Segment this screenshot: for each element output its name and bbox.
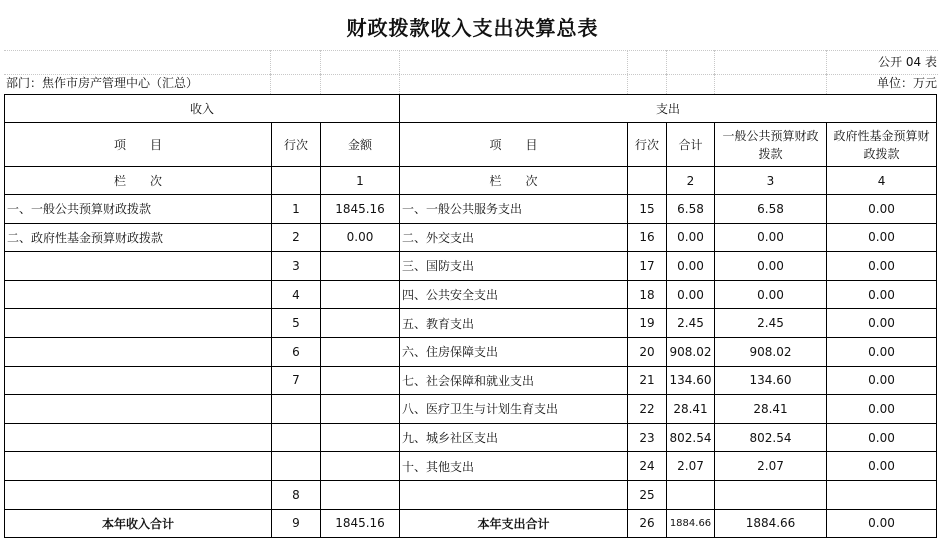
total-value: 908.02: [667, 337, 715, 366]
income-row-no: [272, 423, 321, 452]
expense-row-no: 17: [628, 252, 667, 281]
table-row: [5, 366, 937, 395]
income-amount: [321, 395, 400, 424]
gov-fund-value: 0.00: [827, 280, 937, 309]
income-row-no: [272, 452, 321, 481]
income-amount: [321, 452, 400, 481]
expense-item: 八、医疗卫生与计划生育支出: [400, 395, 628, 424]
expense-header: 支出: [400, 95, 937, 123]
total-value: 134.60: [667, 366, 715, 395]
expense-item: 四、公共安全支出: [400, 280, 628, 309]
expense-row-no: 23: [628, 423, 667, 452]
table-row: [5, 480, 937, 509]
gov-fund-value: 0.00: [827, 423, 937, 452]
general-budget-value: 0.00: [715, 223, 827, 252]
table-row: [5, 395, 937, 424]
empty-cell: [272, 167, 321, 195]
income-item-header: 项 目: [5, 123, 272, 167]
income-total-amount: 1845.16: [321, 509, 400, 538]
table-row: [5, 309, 937, 338]
income-total-label: 本年收入合计: [5, 509, 272, 538]
income-row-no: 5: [272, 309, 321, 338]
expense-item: 三、国防支出: [400, 252, 628, 281]
expense-row-no: 21: [628, 366, 667, 395]
gov-fund-value: 0.00: [827, 366, 937, 395]
income-amount: [321, 366, 400, 395]
expense-row-no: 18: [628, 280, 667, 309]
general-budget-value: [715, 480, 827, 509]
income-amount: [321, 480, 400, 509]
col-index-2: 2: [667, 167, 715, 195]
expense-item: 九、城乡社区支出: [400, 423, 628, 452]
income-item: [5, 395, 272, 424]
total-value: 0.00: [667, 252, 715, 281]
expense-row-no: 15: [628, 195, 667, 224]
gov-fund-value: [827, 480, 937, 509]
table-row: [5, 423, 937, 452]
income-amount: 0.00: [321, 223, 400, 252]
income-amount: [321, 252, 400, 281]
expense-row-no: 20: [628, 337, 667, 366]
income-item: 二、政府性基金预算财政拨款: [5, 223, 272, 252]
income-item: [5, 280, 272, 309]
total-value: [667, 480, 715, 509]
income-row-no: [272, 395, 321, 424]
income-row-no: 8: [272, 480, 321, 509]
table-row: [5, 195, 937, 224]
income-row-no: 1: [272, 195, 321, 224]
general-budget-header: 一般公共预算财政拨款: [715, 123, 827, 167]
income-row-no-header: 行次: [272, 123, 321, 167]
expense-total-row-no: 26: [628, 509, 667, 538]
income-item: [5, 480, 272, 509]
general-budget-value: 6.58: [715, 195, 827, 224]
expense-total-value: 1884.66: [667, 509, 715, 538]
gov-fund-value: 0.00: [827, 309, 937, 338]
income-item: [5, 423, 272, 452]
empty-cell: [628, 167, 667, 195]
expense-item: 五、教育支出: [400, 309, 628, 338]
income-item: [5, 452, 272, 481]
general-budget-value: 2.45: [715, 309, 827, 338]
income-row-no: 6: [272, 337, 321, 366]
income-amount: [321, 309, 400, 338]
expense-item: 七、社会保障和就业支出: [400, 366, 628, 395]
gov-fund-value: 0.00: [827, 223, 937, 252]
income-item: [5, 337, 272, 366]
header-grid-row: [4, 50, 938, 74]
gov-fund-value: 0.00: [827, 452, 937, 481]
expense-row-no: 16: [628, 223, 667, 252]
expense-total-fund: 0.00: [827, 509, 937, 538]
income-row-no: 3: [272, 252, 321, 281]
table-row: [5, 452, 937, 481]
table-row: [5, 223, 937, 252]
report-title: 财政拨款收入支出决算总表: [346, 16, 599, 40]
expense-lan-ci: 栏 次: [400, 167, 628, 195]
expense-item: 十、其他支出: [400, 452, 628, 481]
general-budget-value: 802.54: [715, 423, 827, 452]
expense-item: 一、一般公共服务支出: [400, 195, 628, 224]
income-row-no: 7: [272, 366, 321, 395]
income-lan-ci: 栏 次: [5, 167, 272, 195]
income-amount: [321, 423, 400, 452]
expense-item-header: 项 目: [400, 123, 628, 167]
col-index-4: 4: [827, 167, 937, 195]
expense-item: 六、住房保障支出: [400, 337, 628, 366]
total-value: 6.58: [667, 195, 715, 224]
col-index-3: 3: [715, 167, 827, 195]
expense-row-no: 22: [628, 395, 667, 424]
general-budget-value: 134.60: [715, 366, 827, 395]
income-row-no: 4: [272, 280, 321, 309]
general-budget-value: 0.00: [715, 252, 827, 281]
expense-row-no-header: 行次: [628, 123, 667, 167]
expense-total-general: 1884.66: [715, 509, 827, 538]
expense-total-label: 本年支出合计: [400, 509, 628, 538]
total-header: 合计: [667, 123, 715, 167]
gov-fund-header: 政府性基金预算财政拨款: [827, 123, 937, 167]
table-row: [5, 337, 937, 366]
income-amount: 1845.16: [321, 195, 400, 224]
general-budget-value: 908.02: [715, 337, 827, 366]
gov-fund-value: 0.00: [827, 395, 937, 424]
total-value: 0.00: [667, 223, 715, 252]
gov-fund-value: 0.00: [827, 252, 937, 281]
column-header-row: [5, 123, 937, 167]
income-total-row-no: 9: [272, 509, 321, 538]
expense-row-no: 24: [628, 452, 667, 481]
income-amount: [321, 280, 400, 309]
income-row-no: 2: [272, 223, 321, 252]
gov-fund-value: 0.00: [827, 195, 937, 224]
totals-row: [5, 509, 937, 538]
income-item: 一、一般公共预算财政拨款: [5, 195, 272, 224]
expense-item: [400, 480, 628, 509]
section-header-row: [5, 95, 937, 123]
expense-row-no: 25: [628, 480, 667, 509]
department-label: 部门：焦作市房产管理中心（汇总）: [6, 76, 199, 90]
general-budget-value: 2.07: [715, 452, 827, 481]
expense-row-no: 19: [628, 309, 667, 338]
income-header: 收入: [5, 95, 400, 123]
budget-table: [4, 94, 937, 538]
table-row: [5, 252, 937, 281]
unit-label: 单位：万元: [876, 76, 937, 90]
expense-item: 二、外交支出: [400, 223, 628, 252]
total-value: 802.54: [667, 423, 715, 452]
gov-fund-value: 0.00: [827, 337, 937, 366]
income-amount-header: 金额: [321, 123, 400, 167]
income-item: [5, 309, 272, 338]
column-index-row: [5, 167, 937, 195]
form-number: 公开 04 表: [878, 55, 937, 69]
general-budget-value: 0.00: [715, 280, 827, 309]
income-item: [5, 252, 272, 281]
total-value: 2.45: [667, 309, 715, 338]
general-budget-value: 28.41: [715, 395, 827, 424]
total-value: 28.41: [667, 395, 715, 424]
total-value: 2.07: [667, 452, 715, 481]
income-amount: [321, 337, 400, 366]
table-row: [5, 280, 937, 309]
income-item: [5, 366, 272, 395]
total-value: 0.00: [667, 280, 715, 309]
col-index-1: 1: [321, 167, 400, 195]
